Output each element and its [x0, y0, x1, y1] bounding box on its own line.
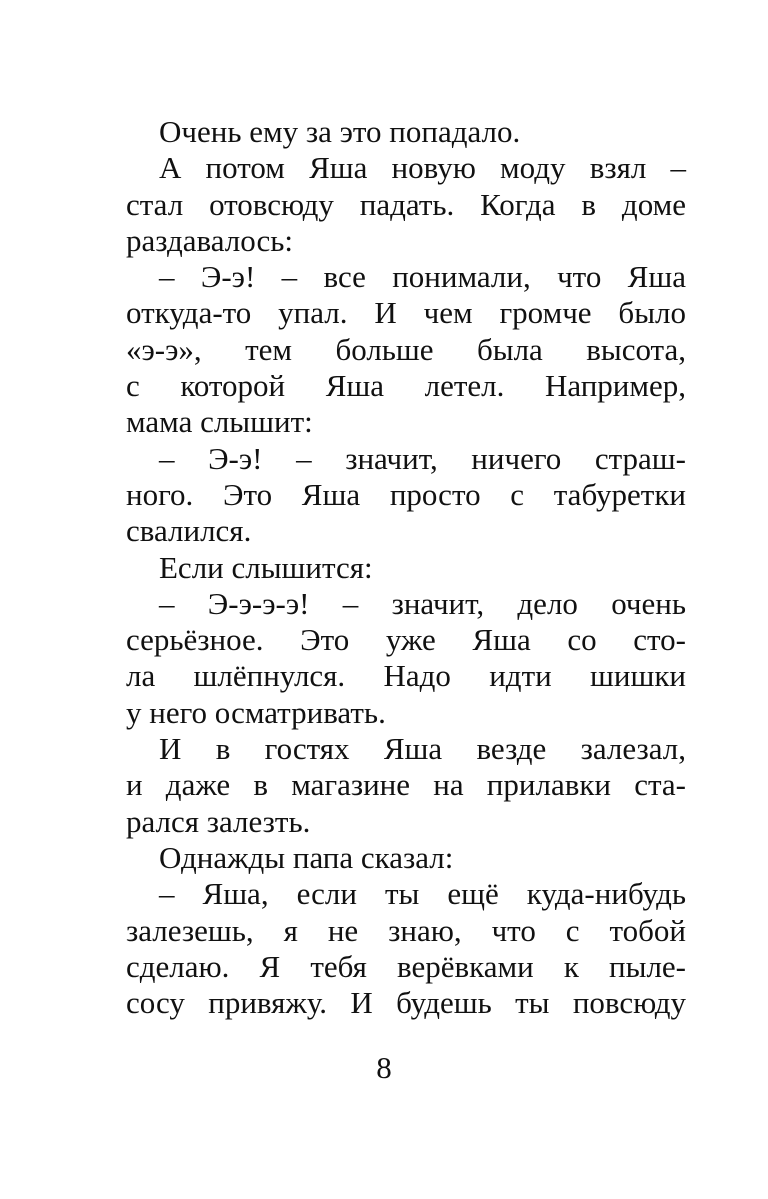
text-line: Однажды папа сказал:	[159, 839, 454, 875]
text-line: у него осматривать.	[126, 694, 386, 730]
text-line: И в гостях Яша везде залезал,	[159, 731, 686, 767]
page-number: 8	[376, 1050, 392, 1085]
text-line: раздавалось:	[126, 222, 293, 258]
text-line: с которой Яша летел. Например,	[126, 368, 686, 404]
text-line: – Э-э! – все понимали, что Яша	[159, 259, 686, 295]
text-line: ного. Это Яша просто с табуретки	[126, 476, 686, 512]
text-line: Очень ему за это попадало.	[159, 114, 521, 149]
text-line: рался залезть.	[126, 803, 311, 839]
text-line: откуда-то упал. И чем громче было	[126, 295, 686, 331]
text-line: свалился.	[126, 513, 252, 549]
text-line: стал отовсюду падать. Когда в доме	[126, 186, 686, 222]
text-line: – Э-э-э-э! – значит, дело очень	[159, 585, 686, 621]
text-line: А потом Яша новую моду взял –	[159, 150, 686, 186]
text-line: залезешь, я не знаю, что с тобой	[126, 912, 686, 948]
text-line: ла шлёпнулся. Надо идти шишки	[126, 658, 686, 694]
text-line: сделаю. Я тебя верёвками к пыле-	[126, 948, 686, 984]
text-line: «э-э», тем больше была высота,	[126, 331, 686, 367]
text-line: сосу привяжу. И будешь ты повсюду	[126, 985, 686, 1021]
text-line: серьёзное. Это уже Яша со сто-	[126, 622, 686, 658]
text-line: и даже в магазине на прилавки ста-	[126, 767, 686, 803]
body-text	[126, 114, 686, 1021]
text-line: Если слышится:	[159, 549, 373, 585]
text-line: мама слышит:	[126, 404, 313, 440]
text-line: – Яша, если ты ещё куда-нибудь	[159, 876, 686, 912]
text-line: – Э-э! – значит, ничего страш-	[159, 440, 686, 476]
